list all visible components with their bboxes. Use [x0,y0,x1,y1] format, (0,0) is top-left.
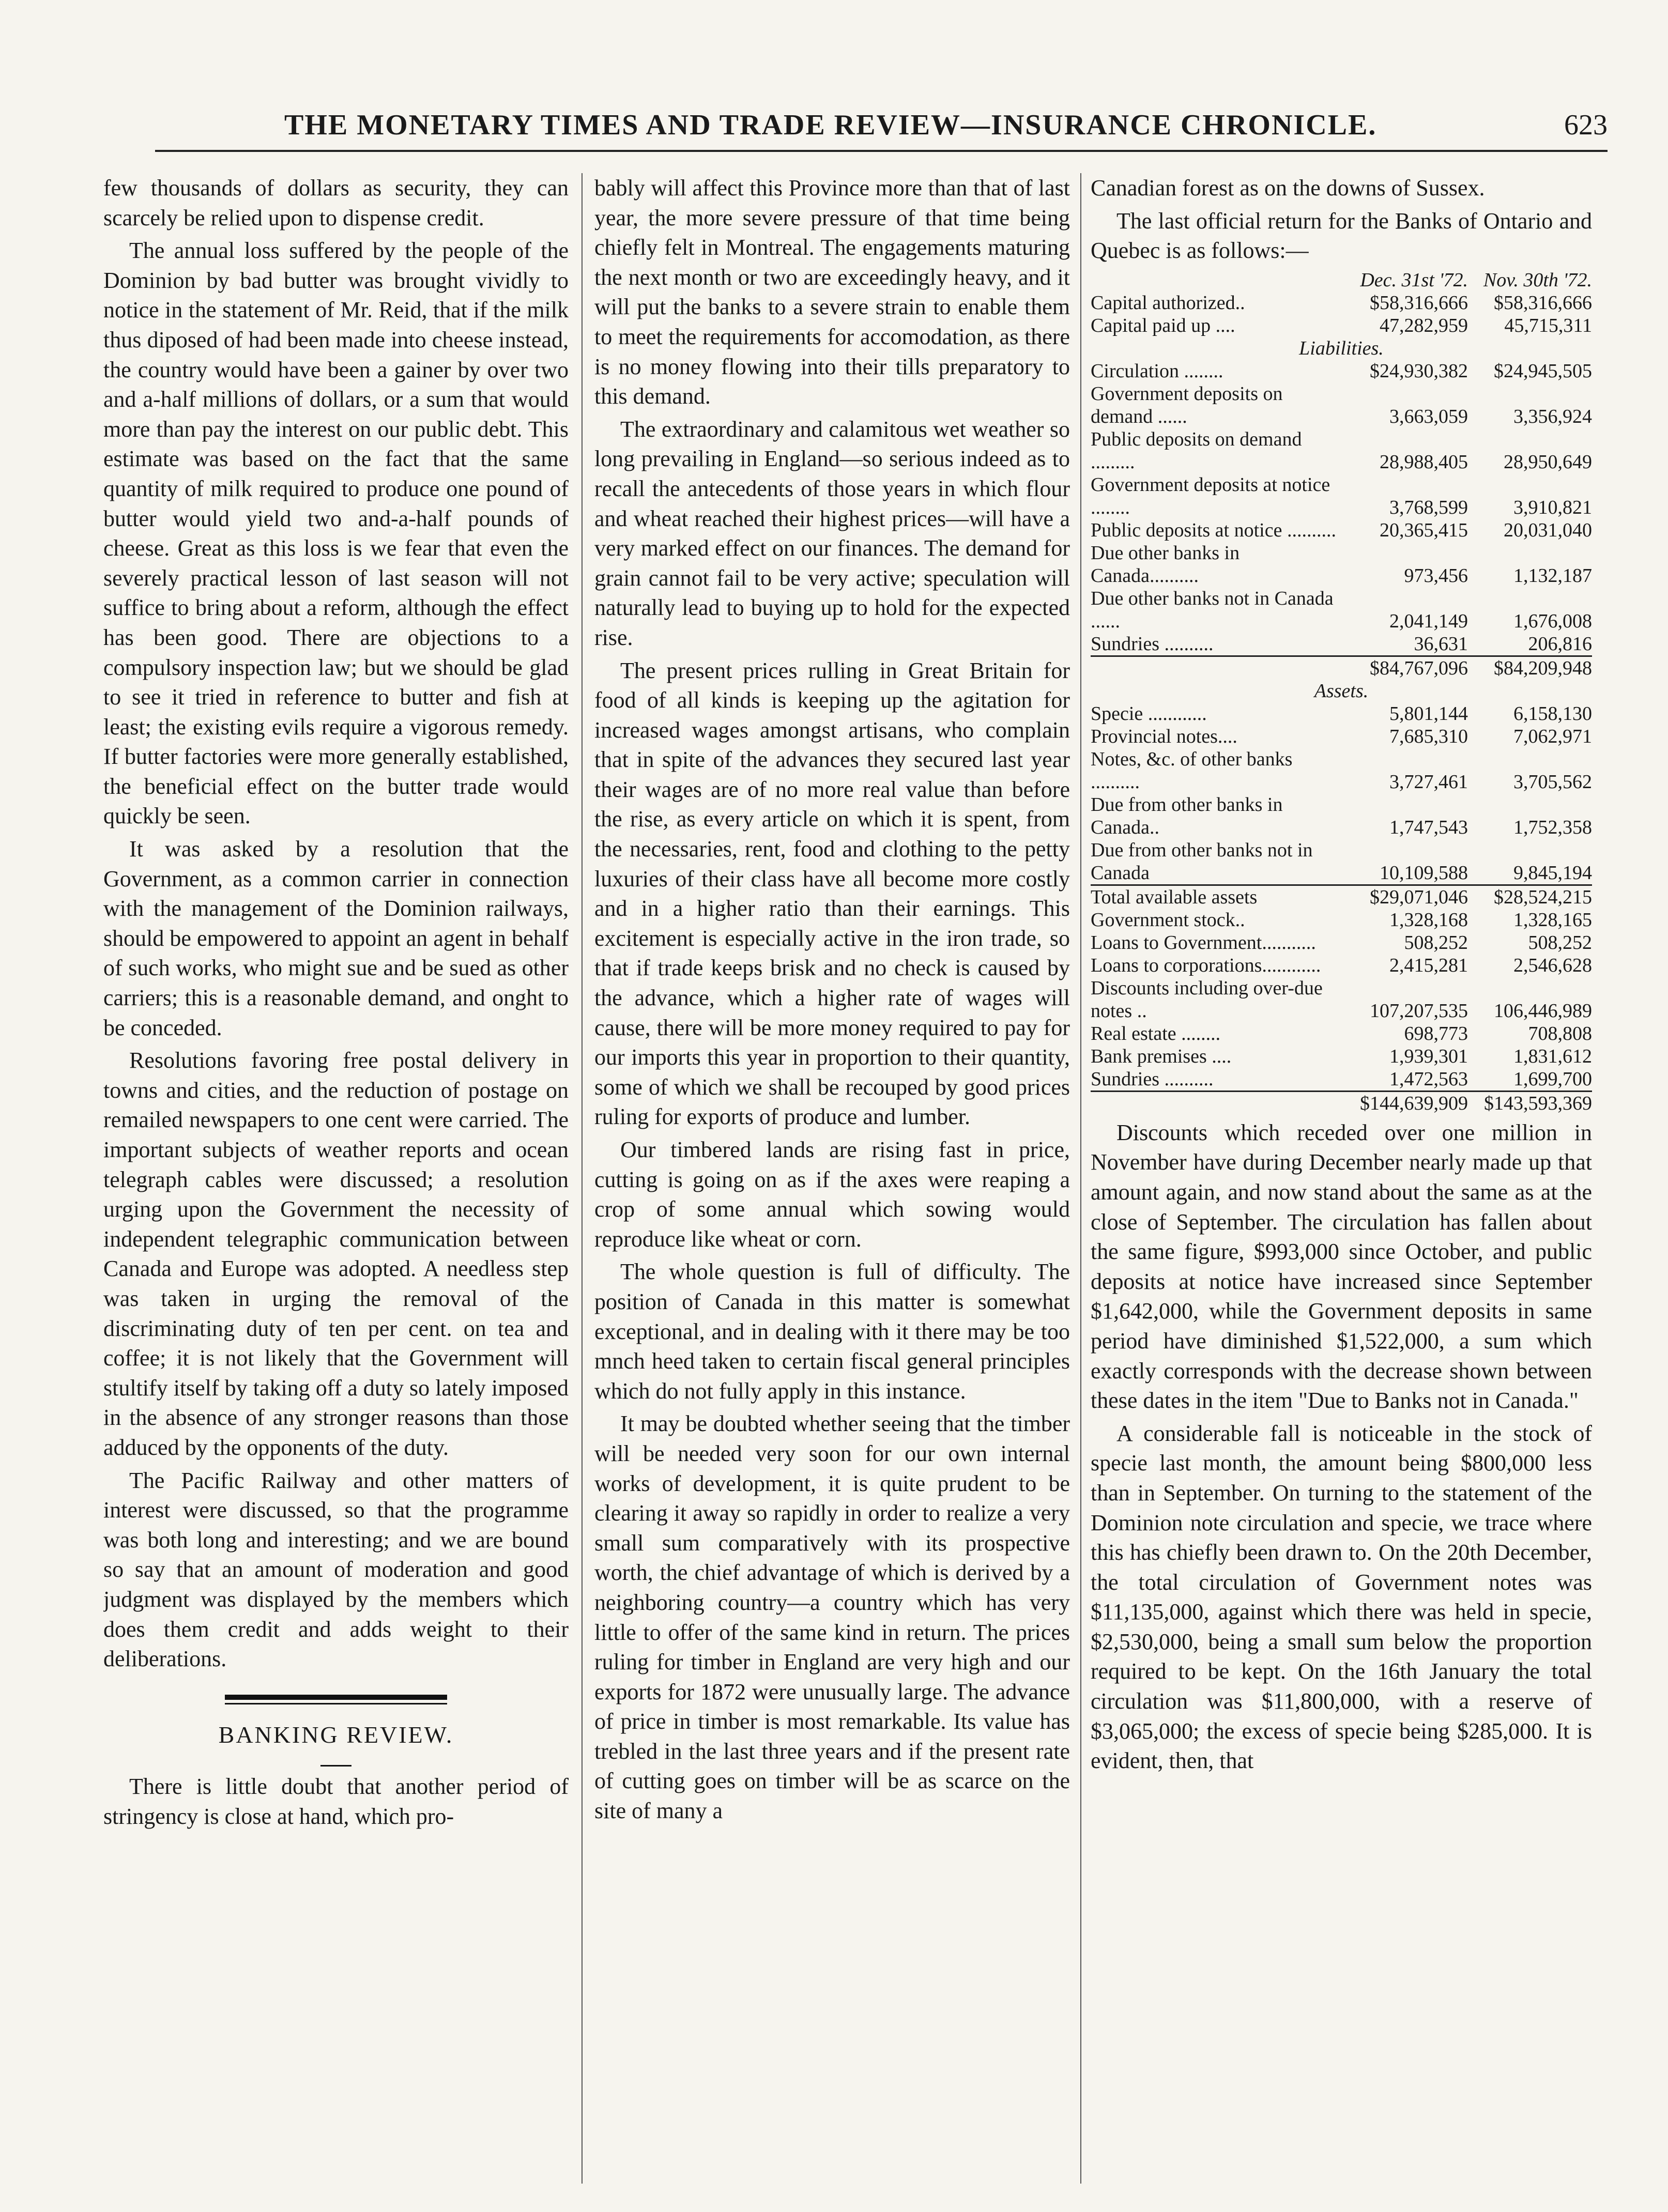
row-label: Public deposits at notice .......... [1091,519,1336,541]
row-value: 7,685,310 [1389,725,1468,747]
row-value: 3,663,059 [1389,405,1468,427]
paragraph: It was asked by a resolution that the Government, as a common carrier in connection with the management of the Dominion railways, should be empowered to appoint an agent in behalf of such works, who might sue and be sued as other carriers; this is a reasonable demand, and onght to be conceded. [103,836,569,1040]
paragraph: The whole question is full of difficulty. The position of Canada in this matter is somewhat exceptional, and in dealing with it there may be too mnch heed taken to certain fiscal general principles which do not fully apply in this instance. [594,1259,1070,1404]
row-value: 508,252 [1528,931,1592,954]
table-row [1091,519,1592,542]
row-value: 1,939,301 [1389,1045,1468,1067]
row-value: 1,328,168 [1389,909,1468,931]
paragraph: bably will affect this Province more than that of last year, the more severe pressure of that time being chiefly felt in Montreal. The engagements maturing the next month or two are exceedingly heavy, and it will put the banks to a severe strain to enable them to meet the requirements for accomodation, as there is no money flowing into their tills preparatory to this demand. [594,175,1070,409]
row-label: Total available assets [1091,885,1344,909]
row-value: 1,676,008 [1513,610,1592,632]
table-header-row [1091,269,1592,291]
table-row [1091,977,1592,1022]
row-value: 3,356,924 [1513,405,1592,427]
row-label: Loans to Government........... [1091,931,1316,954]
row-label: Specie ............ [1091,702,1207,725]
paragraph: Discounts which receded over one million in November have during December nearly made up that amount again, and now stand about the same as at the close of September. The circulation has fallen about the same figure, $993,000 since October, and public deposits at notice have increased since September $1,642,000, while the Government deposits in same period have diminished $1,522,000, a sum which exactly corresponds with the decrease shown between these dates in the item "Due to Banks not in Canada." [1091,1119,1592,1414]
table-row [1091,360,1592,382]
row-label [1091,1091,1344,1115]
row-value: $58,316,666 [1370,291,1468,314]
row-value: 1,328,165 [1513,909,1592,931]
column-3 [1091,173,1592,2204]
paragraph: It may be doubted whether seeing that the timber will be needed very soon for our own internal works of development, it is quite prudent to be clearing it away so rapidly in order to realize a very small sum comparatively with its prospective worth, the chief advantage of which is derived by a neighboring country—a country which has very little to offer of the same kind in return. The prices ruling for timber in England are very high and our exports for 1872 were unusually large. The advance of price in timber is most remarkable. Its value has trebled in the last three years and if the present rate of cutting goes on timber will be as scarce on the site of many a [594,1411,1070,1824]
table-row [1091,702,1592,725]
table-row [1091,1022,1592,1045]
column-header: Nov. 30th '72. [1483,269,1592,291]
row-value: 28,950,649 [1504,451,1592,473]
row-value: 6,158,130 [1513,702,1592,725]
row-value: $28,524,215 [1468,885,1592,909]
table-row [1091,909,1592,931]
row-label: Due other banks in Canada.......... [1091,542,1240,587]
column-divider [1080,173,1081,2184]
row-label: Government deposits on demand ...... [1091,382,1283,427]
table-row [1091,428,1592,473]
column-1 [103,173,569,2204]
row-value: 36,631 [1414,633,1468,655]
table-row [1091,1068,1592,1092]
row-value: 10,109,588 [1380,862,1468,884]
table-row [1091,748,1592,793]
row-value: $84,767,096 [1344,656,1468,680]
row-value: 1,831,612 [1513,1045,1592,1067]
row-label: Bank premises .... [1091,1045,1232,1067]
table-row [1091,725,1592,748]
table-row [1091,793,1592,839]
page-header [155,103,1608,152]
table-section-row [1091,680,1592,702]
row-value: 1,132,187 [1513,564,1592,587]
row-label: Provincial notes.... [1091,725,1237,747]
row-label: Capital paid up .... [1091,314,1235,336]
row-label: Due from other banks not in Canada [1091,839,1313,884]
paragraph: There is little doubt that another period of stringency is close at hand, which pro- [103,1774,569,1829]
row-value: 508,252 [1404,931,1468,954]
row-value: 3,705,562 [1513,771,1592,793]
row-value: 3,768,599 [1389,496,1468,518]
row-label: Sundries .......... [1091,1068,1214,1090]
table-row [1091,656,1592,680]
row-label: Capital authorized.. [1091,291,1245,314]
row-label: Sundries .......... [1091,633,1214,655]
paragraph: The last official return for the Banks of Ontario and Quebec is as follows:— [1091,208,1592,264]
row-label: Loans to corporations............ [1091,954,1321,976]
row-value: 106,446,989 [1494,1000,1592,1022]
row-label: Notes, &c. of other banks .......... [1091,748,1293,793]
page-title: THE MONETARY TIMES AND TRADE REVIEW—INSURANCE CHRONICLE. [284,109,1377,141]
row-value: 973,456 [1404,564,1468,587]
paragraph: The present prices rulling in Great Britain for food of all kinds is keeping up the agitation for increased wages amongst artisans, who complain that in spite of the advances they secured last year their wages are of no more real value than before the rise, as every article on which it is spent, from the necessaries, rent, food and clothing to the petty luxuries of their class have all become more costly and in a higher ratio than their earnings. This excitement is especially active in the iron trade, so that if trade keeps brisk and no check is caused by the advance, which a higher rate of wages will cause, there will be more money required to pay for our imports this year in proportion to their quantity, some of which we shall be recouped by good prices ruling for exports of produce and lumber. [594,657,1070,1130]
row-value: $24,945,505 [1494,360,1592,382]
row-label: Government stock.. [1091,909,1245,931]
row-label: Due other banks not in Canada ...... [1091,587,1334,632]
row-value: 47,282,959 [1380,314,1468,336]
row-value: $144,639,909 [1344,1091,1468,1115]
row-value: 3,727,461 [1389,771,1468,793]
row-value: 698,773 [1404,1022,1468,1044]
row-value: 5,801,144 [1389,702,1468,725]
row-label: Public deposits on demand ......... [1091,428,1302,473]
section-title: Assets. [1314,680,1369,702]
paragraph: Canadian forest as on the downs of Sussex. [1091,175,1485,201]
paragraph: Resolutions favoring free postal delivery in towns and cities, and the reduction of postage on remailed newspapers to one cent were carried. The important subjects of weather reports and ocean telegraph cables were discussed; a resolution urging upon the Government the necessity of independent telegraphic communication between Canada and Europe was adopted. A needless step was taken in urging the removal of the discriminating duty of ten per cent. on tea and coffee; it is not likely that the Government will stultify itself by taking off a duty so lately imposed in the absence of any stronger reasons than those adduced by the opponents of the duty. [103,1048,569,1460]
page-number: 623 [1564,109,1608,141]
row-label: Circulation ........ [1091,360,1223,382]
table-row [1091,542,1592,587]
row-label: Discounts including over-due notes .. [1091,977,1323,1022]
row-label: Due from other banks in Canada.. [1091,793,1283,838]
table-row [1091,885,1592,909]
row-label: Government deposits at notice ........ [1091,473,1330,518]
row-value: $84,209,948 [1468,656,1592,680]
row-value: 708,808 [1528,1022,1592,1044]
row-value: 206,816 [1528,633,1592,655]
row-value: 3,910,821 [1513,496,1592,518]
table-row [1091,587,1592,633]
row-value: 28,988,405 [1380,451,1468,473]
table-row [1091,931,1592,954]
column-divider [581,173,583,2184]
row-value: 1,752,358 [1513,816,1592,838]
row-value: 107,207,535 [1370,1000,1468,1022]
row-value: 20,031,040 [1504,519,1592,541]
section-rule [225,1695,447,1704]
row-value: 2,546,628 [1513,954,1592,976]
table-row [1091,954,1592,977]
row-value: 9,845,194 [1513,862,1592,884]
table-section-row [1091,337,1592,360]
column-header: Dec. 31st '72. [1360,269,1468,291]
row-value: 7,062,971 [1513,725,1592,747]
bank-return-table [1091,269,1592,1115]
row-value: 2,041,149 [1389,610,1468,632]
table-row [1091,314,1592,337]
row-value: $24,930,382 [1370,360,1468,382]
row-value: $143,593,369 [1468,1091,1592,1115]
table-row [1091,291,1592,314]
paragraph: The Pacific Railway and other matters of interest were discussed, so that the programme was both long and interesting; and we are bound so say that an amount of moderation and good judgment was displayed by the members which does them credit and adds weight to their deliberations. [103,1467,569,1672]
heading-rule [320,1765,351,1766]
table-row [1091,1091,1592,1115]
table-row [1091,473,1592,519]
column-2 [594,173,1070,2204]
paragraph: A considerable fall is noticeable in the stock of specie last month, the amount being $800,000 less than in September. On turning to the statement of the Dominion note circulation and specie, we trace where this has chiefly been drawn to. On the 20th December, the total circulation of Government notes was $11,135,000, against which there was held in specie, $2,530,000, being a small sum below the proportion required to be kept. On the 16th January the total circulation was $11,800,000, with a reserve of $3,065,000; the excess of specie being $285,000. It is evident, then, that [1091,1420,1592,1774]
row-value: 1,699,700 [1513,1068,1592,1090]
row-value: 2,415,281 [1389,954,1468,976]
section-heading: BANKING REVIEW. [218,1721,454,1748]
paragraph: The annual loss suffered by the people of the Dominion by bad butter was brought vividly to notice in the statement of Mr. Reid, that if the milk thus diposed of had been made into cheese instead, the country would have been a gainer by over two and a-half millions of dollars, or a sum that would more than pay the interest on our public debt. This estimate was based on the fact that the same quantity of milk required to produce one pound of butter would yield two and-a-half pounds of cheese. Great as this loss is we fear that even the severely practical lesson of last season will not suffice to bring about a reform, although the effect has been good. There are objections to a compulsory inspection law; but we should be glad to see it tried in reference to butter and fish at least; the existing evils require a vigorous remedy. If butter factories were more generally established, the beneficial effect on the butter trade would quickly be seen. [103,238,569,829]
row-value: $29,071,046 [1344,885,1468,909]
row-value: 1,747,543 [1389,816,1468,838]
paragraph: The extraordinary and calamitous wet weather so long prevailing in England—so serious indeed as to recall the antecedents of those years in which flour and wheat reached their highest prices—will have a very marked effect on our finances. The demand for grain cannot fail to be very active; speculation will naturally lead to buying up to hold for the expected rise. [594,416,1070,650]
table-row [1091,633,1592,656]
section-title: Liabilities. [1299,337,1384,359]
row-label: Real estate ........ [1091,1022,1221,1044]
table-row [1091,1045,1592,1068]
row-value: $58,316,666 [1494,291,1592,314]
row-value: 1,472,563 [1389,1068,1468,1090]
row-value: 45,715,311 [1504,314,1592,336]
row-label [1091,656,1344,680]
paragraph: few thousands of dollars as security, they can scarcely be relied upon to dispense credit. [103,175,569,231]
paragraph: Our timbered lands are rising fast in price, cutting is going on as if the axes were reaping a crop of some annual which sowing would reproduce like wheat or corn. [594,1137,1070,1252]
table-row [1091,839,1592,885]
table-row [1091,382,1592,428]
row-value: 20,365,415 [1380,519,1468,541]
